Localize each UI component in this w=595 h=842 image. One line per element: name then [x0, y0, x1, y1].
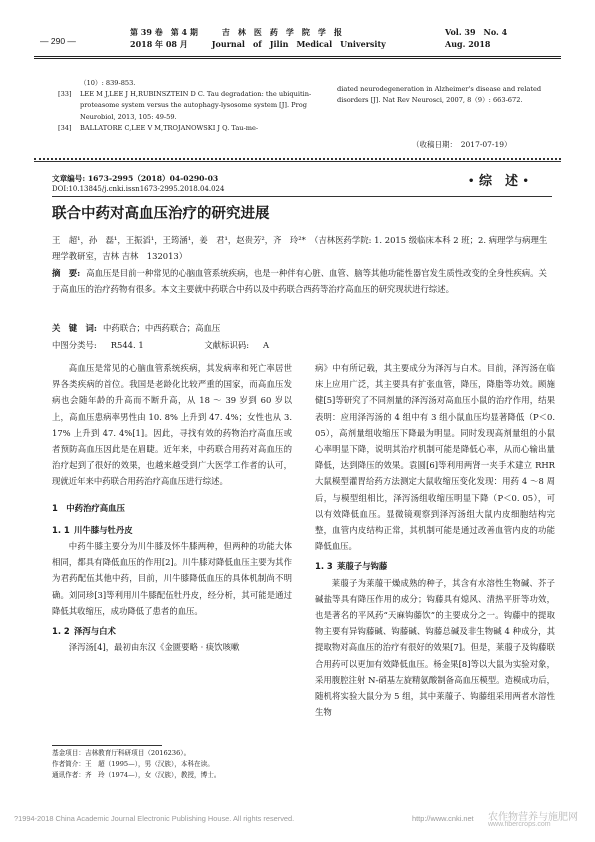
subsection-heading: 1. 1 川牛膝与牡丹皮: [52, 524, 133, 535]
reference-item: （10）: 839-853.: [80, 79, 136, 87]
body-column-left: [52, 360, 292, 655]
section-separator: [34, 158, 561, 162]
page-number: — 290 —: [40, 36, 76, 46]
doc-label: 文献标识码:: [204, 340, 250, 350]
doi: DOI:10.13845/j.cnki.issn1673-2995.2018.04.024: [52, 185, 225, 193]
article-title: 联合中药对高血压治疗的研究进展: [52, 206, 270, 222]
footnote-funding: 基金项目：吉林教育厅科研项目（2016236）。: [52, 749, 191, 757]
reference-item: [33] LEE M J,LEE J H,RUBINSZTEIN D C. Tau degradation: the ubiquitin-proteasome system versus the autophagy-lysosome system [J]. Prog Neurobiol, 2013, 105: 49-59.: [58, 90, 312, 121]
footnote-corresponding: 通讯作者：齐 玲（1974—），女（汉族），教授，博士。: [52, 771, 221, 779]
footnotes: [52, 748, 302, 781]
reference-list-left: [58, 78, 318, 134]
header-right: [445, 26, 525, 50]
footnote-rule: [52, 745, 162, 746]
received-date: （收稿日期： 2017-07-19）: [412, 140, 512, 149]
author-list: 王 超¹，孙 磊¹，王振滔¹，王筠涵¹，姜 君¹，赵贵芳²，齐 玲²* （吉林医药学院: 1. 2015 级临床本科 2 班；2. 病理学与病理生理学教研室，吉林 吉林 132013）: [52, 235, 548, 261]
class-value: R544. 1: [110, 340, 144, 350]
body-paragraph: 莱菔子为莱菔干燥成熟的种子，其含有水溶性生物碱、芥子碱盐等具有降压作用的成分；钩藤具有熄风、清热平肝等功效，也是著名的平风药“天麻钩藤饮”的主要成分之一。钩藤中的提取物主要有异钩藤碱、钩藤碱、钩藤总碱及非生物碱 4 种成分，其提取物对高血压的治疗有很好的效果[7]。但是，莱菔子及钩藤联合用药可以更加有效降低血压。杨金果[8]等以大鼠为实验对象，采用腹腔注射 N-硝基左旋精氨酸制备高血压模型。造模成功后，随机将实验大鼠分为 5 组，其中莱菔子、钩藤组采用两者水溶性生物: [315, 577, 555, 718]
subsection-heading: 1. 3 莱菔子与钩藤: [315, 561, 388, 572]
running-header: [34, 26, 561, 54]
body-paragraph: 中药牛膝主要分为川牛膝及怀牛膝两种，但两种的功能大体相同，都具有降低血压的作用[2]。川牛膝对降低血压主要为其作为君药配伍其他中药，目前，川牛膝降低血压的具体机制尚不明确。刘同珍[3]等利用川牛膝配伍牡丹皮，经分析，其可能是通过降低其收缩压，成功降低了患者的血压。: [52, 541, 292, 616]
journal-name-cn: 吉 林 医 药 学 院 学 报: [221, 27, 342, 37]
volume-issue-cn: 第 39 卷 第 4 期: [130, 27, 198, 37]
keywords-label: 关 键 词:: [52, 323, 97, 333]
section-heading: 1 中药治疗高血压: [52, 502, 125, 513]
abstract-label: 摘 要:: [52, 268, 81, 278]
class-label: 中图分类号:: [52, 340, 97, 350]
header-rule-2: [34, 58, 561, 59]
copyright-text: ?1994-2018 China Academic Journal Electronic Publishing House. All rights reserved.: [14, 814, 295, 823]
footnote-author: 作者简介：王 超（1995—），男（汉族），本科在读。: [52, 760, 214, 768]
body-column-right: [315, 360, 555, 720]
doc-value: A: [263, 340, 270, 350]
cnki-link[interactable]: http://www.cnki.net: [412, 814, 474, 823]
body-paragraph: 泽泻汤[4]，最初由东汉《金匮要略 · 痰饮咳嗽: [68, 642, 240, 653]
reference-list-right: diated neurodegeneration in Alzheimer's disease and related disorders [J]. Nat Rev Neurosci, 2007, 8（9）: 663-672.: [337, 85, 542, 105]
journal-name-en: Journal of Jilin Medical University: [211, 39, 386, 49]
header-rule: [34, 56, 561, 57]
body-paragraph: 高血压是常见的心脑血管系统疾病，其发病率和死亡率居世界各类疾病的首位。我国是老龄化比较严重的国家，而高血压发病也会随年龄的升高而不断升高，从 18 ～ 39 岁到 60 岁以上，高血压患病率男性由 10. 8% 上升到 47. 4%；女性也从 3. 17% 上升到 47. 4%[1]。因此，寻找有效的药物治疗高血压或者预防高血压因此是在眉睫。近年来，中药联合用药对高血压的治疗起到了很好的效果，也越来越受到广大医学工作者的认可，现就近年来中药联合用药治疗高血压进行综述。: [52, 363, 292, 487]
title-rule: [52, 196, 552, 197]
article-number: 文章编号: 1673-2995（2018）04-0290-03: [52, 174, 219, 183]
watermark: 农作物营养与施肥网: [488, 812, 578, 823]
date-en: Aug. 2018: [445, 39, 491, 49]
date-cn: 2018 年 08 月: [130, 39, 188, 49]
reference-item: [34] BALLATORE C,LEE V M,TROJANOWSKI J Q. Tau-me-: [58, 123, 259, 132]
abstract-text: 高血压是目前一种常见的心脑血管系统疾病，也是一种伴有心脏、血管、脑等其他功能性器官发生质性改变的全身性疾病。关于高血压的治疗药物有很多。本文主要就中药联合中药以及中药联合西药等治疗高血压的研究现状进行综述。: [52, 268, 547, 294]
watermark-url: www.fibercrops.com: [488, 821, 551, 828]
keywords: [52, 322, 552, 334]
column-label: • 综 述 •: [468, 174, 529, 189]
keywords-text: 中药联合；中西药联合；高血压: [102, 323, 221, 333]
classification-line: [52, 339, 552, 351]
header-center: [130, 26, 470, 50]
abstract: [52, 266, 552, 297]
volume-issue-en: Vol. 39 No. 4: [445, 27, 508, 37]
subsection-heading: 1. 2 泽泻与白术: [52, 626, 116, 637]
body-paragraph: 病》中有所记载，其主要成分为泽泻与白术。目前，泽泻汤在临床上应用广泛，其主要具有扩张血管，降压，降脂等功效。顾施健[5]等研究了不同剂量的泽泻汤对高血压小鼠的治疗作用，结果表明：应用泽泻汤的 4 组中有 3 组小鼠血压均显著降低（P＜0. 05），高剂量组收缩压下降最为明显。同时发现高剂量组的小鼠心率明显下降，说明其治疗机制可能是降低心率，从而心输出量降低，达到降压的效果。袁圆[6]等利用两肾一夹手术建立 RHR 大鼠模型灌胃给药方法测定大鼠收缩压变化发现：用药 4 ～8 周后，与模型组相比，泽泻汤组收缩压明显下降（P＜0. 05），可以有效降低血压。显微镜观察到泽泻汤组大鼠内皮细胞结构完整，血管内皮结构正常，其机制可能是通过改善血管内皮的功能降低血压。: [315, 363, 555, 552]
